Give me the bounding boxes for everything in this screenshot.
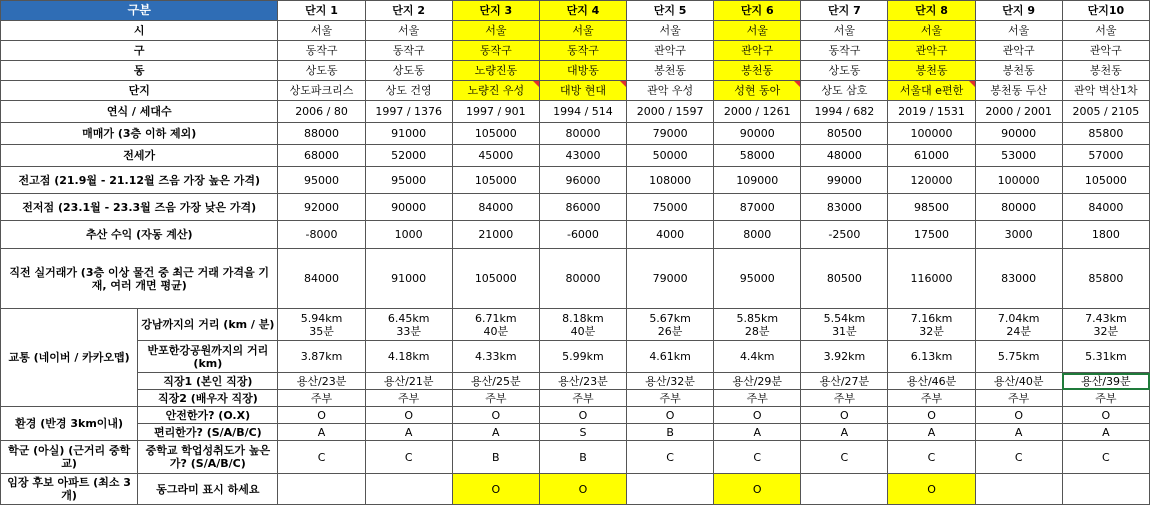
cell[interactable]: 83000 bbox=[975, 249, 1062, 309]
header-complex[interactable]: 단지 5 bbox=[627, 1, 714, 21]
cell[interactable]: C bbox=[365, 441, 452, 474]
cell[interactable] bbox=[801, 309, 888, 341]
duration: 32분 bbox=[919, 324, 944, 338]
group-label-candidate[interactable]: 임장 후보 아파트 (최소 3개) bbox=[1, 474, 138, 505]
cell-with-comment[interactable]: 노량진 우성 bbox=[452, 81, 539, 101]
row-label[interactable]: 구 bbox=[1, 41, 278, 61]
distance: 7.04km bbox=[997, 311, 1040, 325]
cell[interactable]: 주부 bbox=[627, 390, 714, 407]
cell[interactable]: 관악구 bbox=[975, 41, 1062, 61]
row-gu bbox=[1, 41, 1150, 61]
cell[interactable] bbox=[539, 309, 626, 341]
row-label[interactable]: 반포한강공원까지의 거리 (km) bbox=[138, 341, 278, 373]
cell[interactable]: 68000 bbox=[278, 145, 365, 167]
cell[interactable]: A bbox=[975, 424, 1062, 441]
cell[interactable]: 96000 bbox=[539, 167, 626, 194]
cell[interactable]: 용산/23분 bbox=[278, 373, 365, 390]
cell[interactable]: 4.61km bbox=[627, 341, 714, 373]
header-complex[interactable]: 단지 3 bbox=[452, 1, 539, 21]
cell[interactable]: 주부 bbox=[888, 390, 975, 407]
cell[interactable]: 5.75km bbox=[975, 341, 1062, 373]
cell[interactable]: 상도 건영 bbox=[365, 81, 452, 101]
row-jeonse bbox=[1, 145, 1150, 167]
cell[interactable]: 관악구 bbox=[888, 41, 975, 61]
distance: 5.94km bbox=[300, 311, 343, 325]
header-complex[interactable]: 단지 7 bbox=[801, 1, 888, 21]
distance: 7.43km bbox=[1085, 311, 1127, 325]
cell[interactable]: 91000 bbox=[365, 123, 452, 145]
cell[interactable]: C bbox=[278, 441, 365, 474]
cell[interactable]: -8000 bbox=[278, 221, 365, 249]
cell[interactable]: 52000 bbox=[365, 145, 452, 167]
row-year bbox=[1, 101, 1150, 123]
cell[interactable]: 100000 bbox=[888, 123, 975, 145]
cell[interactable]: 2005 / 2105 bbox=[1062, 101, 1149, 123]
cell[interactable]: 동작구 bbox=[539, 41, 626, 61]
cell[interactable]: O bbox=[539, 407, 626, 424]
cell[interactable]: 92000 bbox=[278, 194, 365, 221]
duration: 33분 bbox=[396, 324, 421, 338]
cell[interactable]: 주부 bbox=[1062, 390, 1149, 407]
row-label[interactable]: 편리한가? (S/A/B/C) bbox=[138, 424, 278, 441]
cell[interactable]: 서울 bbox=[278, 21, 365, 41]
cell[interactable]: 서울 bbox=[714, 21, 801, 41]
candidate-mark[interactable]: O bbox=[888, 474, 975, 505]
row-label[interactable]: 직장2 (배우자 직장) bbox=[138, 390, 278, 407]
row-school bbox=[1, 441, 1150, 474]
cell[interactable]: 용산/29분 bbox=[714, 373, 801, 390]
row-label[interactable]: 연식 / 세대수 bbox=[1, 101, 278, 123]
cell[interactable]: 79000 bbox=[627, 123, 714, 145]
row-low bbox=[1, 194, 1150, 221]
cell[interactable]: 90000 bbox=[365, 194, 452, 221]
header-complex[interactable]: 단지 2 bbox=[365, 1, 452, 21]
duration: 24분 bbox=[1006, 324, 1031, 338]
cell[interactable]: 봉천동 bbox=[627, 61, 714, 81]
cell[interactable]: 상도동 bbox=[278, 61, 365, 81]
cell[interactable]: 동작구 bbox=[801, 41, 888, 61]
header-row bbox=[1, 1, 1150, 21]
group-label-environment[interactable]: 환경 (반경 3km이내) bbox=[1, 407, 138, 441]
cell[interactable]: 4.18km bbox=[365, 341, 452, 373]
cell[interactable]: 동작구 bbox=[278, 41, 365, 61]
cell[interactable]: 108000 bbox=[627, 167, 714, 194]
distance: 6.71km bbox=[475, 311, 517, 325]
cell[interactable]: 80000 bbox=[539, 123, 626, 145]
cell[interactable]: 91000 bbox=[365, 249, 452, 309]
cell[interactable]: 84000 bbox=[1062, 194, 1149, 221]
header-complex[interactable]: 단지 6 bbox=[714, 1, 801, 21]
cell[interactable]: 상도파크리스 bbox=[278, 81, 365, 101]
row-label[interactable]: 동 bbox=[1, 61, 278, 81]
cell[interactable]: 1994 / 682 bbox=[801, 101, 888, 123]
cell[interactable]: 84000 bbox=[452, 194, 539, 221]
cell[interactable]: B bbox=[627, 424, 714, 441]
cell[interactable]: 57000 bbox=[1062, 145, 1149, 167]
cell[interactable]: 80500 bbox=[801, 249, 888, 309]
cell[interactable]: 105000 bbox=[452, 249, 539, 309]
cell[interactable]: 용산/25분 bbox=[452, 373, 539, 390]
cell[interactable]: 80500 bbox=[801, 123, 888, 145]
cell[interactable]: O bbox=[801, 407, 888, 424]
cell[interactable]: 주부 bbox=[801, 390, 888, 407]
cell[interactable]: 17500 bbox=[888, 221, 975, 249]
cell[interactable]: 95000 bbox=[714, 249, 801, 309]
cell[interactable]: 3.87km bbox=[278, 341, 365, 373]
cell[interactable]: 서울 bbox=[452, 21, 539, 41]
cell[interactable]: 105000 bbox=[452, 123, 539, 145]
cell[interactable]: 2000 / 2001 bbox=[975, 101, 1062, 123]
cell[interactable]: 서울 bbox=[539, 21, 626, 41]
cell[interactable]: 봉천동 bbox=[888, 61, 975, 81]
cell[interactable]: 주부 bbox=[278, 390, 365, 407]
group-label-school[interactable]: 학군 (아실) (근거리 중학교) bbox=[1, 441, 138, 474]
cell[interactable]: B bbox=[539, 441, 626, 474]
cell[interactable]: 서울 bbox=[801, 21, 888, 41]
cell[interactable]: 동작구 bbox=[365, 41, 452, 61]
cell[interactable]: A bbox=[365, 424, 452, 441]
cell[interactable]: 주부 bbox=[365, 390, 452, 407]
row-gangnam bbox=[1, 309, 1150, 341]
cell[interactable]: -2500 bbox=[801, 221, 888, 249]
cell[interactable]: 용산/40분 bbox=[975, 373, 1062, 390]
cell[interactable]: 75000 bbox=[627, 194, 714, 221]
cell[interactable]: 1997 / 901 bbox=[452, 101, 539, 123]
cell[interactable]: 84000 bbox=[278, 249, 365, 309]
cell[interactable]: -6000 bbox=[539, 221, 626, 249]
row-label[interactable]: 전고점 (21.9월 - 21.12월 즈음 가장 높은 가격) bbox=[1, 167, 278, 194]
distance: 7.16km bbox=[910, 311, 953, 325]
row-peak bbox=[1, 167, 1150, 194]
cell[interactable]: 노량진동 bbox=[452, 61, 539, 81]
cell[interactable]: O bbox=[452, 407, 539, 424]
cell[interactable]: O bbox=[627, 407, 714, 424]
cell[interactable]: 4000 bbox=[627, 221, 714, 249]
cell[interactable] bbox=[365, 309, 452, 341]
cell[interactable]: 99000 bbox=[801, 167, 888, 194]
cell[interactable] bbox=[975, 309, 1062, 341]
header-complex[interactable]: 단지10 bbox=[1062, 1, 1149, 21]
cell[interactable]: 봉천동 bbox=[975, 61, 1062, 81]
cell[interactable]: A bbox=[714, 424, 801, 441]
cell[interactable]: 동작구 bbox=[452, 41, 539, 61]
cell[interactable]: 용산/23분 bbox=[539, 373, 626, 390]
header-complex[interactable]: 단지 1 bbox=[278, 1, 365, 21]
row-label[interactable]: 동그라미 표시 하세요 bbox=[138, 474, 278, 505]
distance: 6.45km bbox=[387, 311, 430, 325]
cell[interactable]: 용산/32분 bbox=[627, 373, 714, 390]
cell[interactable]: 서울 bbox=[975, 21, 1062, 41]
duration: 40분 bbox=[570, 324, 596, 338]
cell[interactable]: 98500 bbox=[888, 194, 975, 221]
duration: 35분 bbox=[309, 324, 334, 338]
cell[interactable]: O bbox=[278, 407, 365, 424]
cell[interactable]: O bbox=[888, 407, 975, 424]
row-label[interactable]: 전세가 bbox=[1, 145, 278, 167]
cell[interactable]: 2006 / 80 bbox=[278, 101, 365, 123]
row-label[interactable]: 직전 실거래가 (3층 이상 물건 중 최근 거래 가격을 기재, 여러 개면 평균) bbox=[1, 249, 278, 309]
cell[interactable]: 8000 bbox=[714, 221, 801, 249]
cell[interactable]: 21000 bbox=[452, 221, 539, 249]
row-dong bbox=[1, 61, 1150, 81]
cell[interactable]: 관악 우성 bbox=[627, 81, 714, 101]
cell[interactable]: 58000 bbox=[714, 145, 801, 167]
cell[interactable]: 85800 bbox=[1062, 123, 1149, 145]
cell[interactable]: 상도동 bbox=[801, 61, 888, 81]
cell[interactable]: 서울 bbox=[1062, 21, 1149, 41]
cell[interactable]: 주부 bbox=[975, 390, 1062, 407]
header-category[interactable]: 구분 bbox=[1, 1, 278, 21]
row-danji bbox=[1, 81, 1150, 101]
cell[interactable]: 79000 bbox=[627, 249, 714, 309]
cell[interactable]: A bbox=[888, 424, 975, 441]
candidate-mark[interactable]: O bbox=[714, 474, 801, 505]
cell[interactable]: 4.4km bbox=[714, 341, 801, 373]
cell[interactable]: 45000 bbox=[452, 145, 539, 167]
cell[interactable]: 90000 bbox=[714, 123, 801, 145]
row-label[interactable]: 단지 bbox=[1, 81, 278, 101]
cell[interactable]: 80000 bbox=[975, 194, 1062, 221]
distance: 5.54km bbox=[823, 311, 866, 325]
cell[interactable]: 86000 bbox=[539, 194, 626, 221]
cell[interactable]: 관악구 bbox=[714, 41, 801, 61]
duration: 28분 bbox=[744, 324, 770, 338]
row-banpo bbox=[1, 341, 1150, 373]
header-complex[interactable]: 단지 4 bbox=[539, 1, 626, 21]
cell-with-comment[interactable]: 성현 동아 bbox=[714, 81, 801, 101]
cell[interactable]: 3000 bbox=[975, 221, 1062, 249]
cell[interactable]: 5.31km bbox=[1062, 341, 1149, 373]
cell[interactable]: 90000 bbox=[975, 123, 1062, 145]
cell[interactable]: 61000 bbox=[888, 145, 975, 167]
duration: 40분 bbox=[483, 324, 509, 338]
row-label[interactable]: 추산 수익 (자동 계산) bbox=[1, 221, 278, 249]
cell[interactable] bbox=[278, 309, 365, 341]
cell[interactable]: A bbox=[278, 424, 365, 441]
cell[interactable]: A bbox=[452, 424, 539, 441]
cell[interactable]: 3.92km bbox=[801, 341, 888, 373]
row-sale bbox=[1, 123, 1150, 145]
cell[interactable]: 봉천동 bbox=[1062, 61, 1149, 81]
cell[interactable]: 2000 / 1597 bbox=[627, 101, 714, 123]
cell[interactable]: S bbox=[539, 424, 626, 441]
cell[interactable]: 50000 bbox=[627, 145, 714, 167]
cell[interactable]: 상도동 bbox=[365, 61, 452, 81]
cell[interactable]: 용산/27분 bbox=[801, 373, 888, 390]
cell[interactable]: C bbox=[888, 441, 975, 474]
cell[interactable]: 116000 bbox=[888, 249, 975, 309]
cell[interactable]: A bbox=[801, 424, 888, 441]
cell[interactable]: C bbox=[1062, 441, 1149, 474]
cell[interactable]: 6.13km bbox=[888, 341, 975, 373]
cell[interactable] bbox=[452, 309, 539, 341]
candidate-mark[interactable]: O bbox=[539, 474, 626, 505]
row-si bbox=[1, 21, 1150, 41]
cell[interactable] bbox=[714, 309, 801, 341]
cell[interactable]: 2000 / 1261 bbox=[714, 101, 801, 123]
cell[interactable]: 2019 / 1531 bbox=[888, 101, 975, 123]
cell[interactable] bbox=[627, 309, 714, 341]
cell[interactable] bbox=[1062, 309, 1149, 341]
candidate-mark[interactable]: O bbox=[452, 474, 539, 505]
cell[interactable]: 1994 / 514 bbox=[539, 101, 626, 123]
cell[interactable]: 88000 bbox=[278, 123, 365, 145]
cell[interactable]: C bbox=[975, 441, 1062, 474]
row-job2 bbox=[1, 390, 1150, 407]
cell[interactable]: 43000 bbox=[539, 145, 626, 167]
cell[interactable]: 87000 bbox=[714, 194, 801, 221]
cell[interactable]: 관악구 bbox=[1062, 41, 1149, 61]
cell[interactable]: A bbox=[1062, 424, 1149, 441]
row-label[interactable]: 매매가 (3층 이하 제외) bbox=[1, 123, 278, 145]
cell-with-comment[interactable]: 서울대 e편한 bbox=[888, 81, 975, 101]
duration: 26분 bbox=[657, 324, 683, 338]
row-label[interactable]: 강남까지의 거리 (km / 분) bbox=[138, 309, 278, 341]
row-label[interactable]: 안전한가? (O.X) bbox=[138, 407, 278, 424]
row-job1 bbox=[1, 373, 1150, 390]
cell[interactable]: 80000 bbox=[539, 249, 626, 309]
cell[interactable]: 53000 bbox=[975, 145, 1062, 167]
cell[interactable]: 83000 bbox=[801, 194, 888, 221]
cell[interactable]: C bbox=[801, 441, 888, 474]
cell[interactable]: 120000 bbox=[888, 167, 975, 194]
cell[interactable]: 85800 bbox=[1062, 249, 1149, 309]
row-safe bbox=[1, 407, 1150, 424]
row-recent bbox=[1, 249, 1150, 309]
header-complex[interactable]: 단지 8 bbox=[888, 1, 975, 21]
cell[interactable]: 서울 bbox=[627, 21, 714, 41]
cell[interactable]: 100000 bbox=[975, 167, 1062, 194]
cell[interactable]: O bbox=[714, 407, 801, 424]
cell[interactable]: 95000 bbox=[365, 167, 452, 194]
cell[interactable]: 105000 bbox=[452, 167, 539, 194]
cell[interactable]: O bbox=[975, 407, 1062, 424]
cell[interactable]: 4.33km bbox=[452, 341, 539, 373]
cell[interactable]: C bbox=[627, 441, 714, 474]
cell[interactable]: 주부 bbox=[539, 390, 626, 407]
header-complex[interactable]: 단지 9 bbox=[975, 1, 1062, 21]
row-label[interactable]: 시 bbox=[1, 21, 278, 41]
cell-with-comment[interactable]: 대방 현대 bbox=[539, 81, 626, 101]
cell[interactable]: 5.99km bbox=[539, 341, 626, 373]
cell[interactable]: 관악구 bbox=[627, 41, 714, 61]
cell[interactable]: 관악 벽산1차 bbox=[1062, 81, 1149, 101]
cell[interactable] bbox=[888, 309, 975, 341]
distance: 8.18km bbox=[562, 311, 604, 325]
cell[interactable]: 서울 bbox=[365, 21, 452, 41]
selected-cell[interactable]: 용산/39분 bbox=[1062, 373, 1149, 390]
cell[interactable]: 109000 bbox=[714, 167, 801, 194]
duration: 31분 bbox=[832, 324, 857, 338]
cell[interactable]: O bbox=[365, 407, 452, 424]
cell[interactable]: 서울 bbox=[888, 21, 975, 41]
row-label[interactable]: 중학교 학업성취도가 높은가? (S/A/B/C) bbox=[138, 441, 278, 474]
cell[interactable]: 105000 bbox=[1062, 167, 1149, 194]
cell[interactable]: 봉천동 bbox=[714, 61, 801, 81]
cell[interactable]: 용산/21분 bbox=[365, 373, 452, 390]
cell[interactable]: 48000 bbox=[801, 145, 888, 167]
cell[interactable]: 1997 / 1376 bbox=[365, 101, 452, 123]
distance: 5.67km bbox=[649, 311, 691, 325]
cell[interactable]: 상도 삼호 bbox=[801, 81, 888, 101]
group-label-transport[interactable]: 교통 (네이버 / 카카오맵) bbox=[1, 309, 138, 407]
cell[interactable]: 봉천동 두산 bbox=[975, 81, 1062, 101]
cell[interactable]: 주부 bbox=[714, 390, 801, 407]
cell[interactable]: C bbox=[714, 441, 801, 474]
row-convenient bbox=[1, 424, 1150, 441]
cell[interactable]: O bbox=[1062, 407, 1149, 424]
row-profit bbox=[1, 221, 1150, 249]
row-label[interactable]: 전저점 (23.1월 - 23.3월 즈음 가장 낮은 가격) bbox=[1, 194, 278, 221]
cell[interactable]: B bbox=[452, 441, 539, 474]
row-label[interactable]: 직장1 (본인 직장) bbox=[138, 373, 278, 390]
duration: 32분 bbox=[1093, 324, 1119, 338]
cell[interactable]: 주부 bbox=[452, 390, 539, 407]
distance: 5.85km bbox=[736, 311, 779, 325]
cell[interactable]: 용산/46분 bbox=[888, 373, 975, 390]
cell[interactable]: 1000 bbox=[365, 221, 452, 249]
cell[interactable]: 1800 bbox=[1062, 221, 1149, 249]
cell[interactable]: 대방동 bbox=[539, 61, 626, 81]
cell[interactable]: 95000 bbox=[278, 167, 365, 194]
